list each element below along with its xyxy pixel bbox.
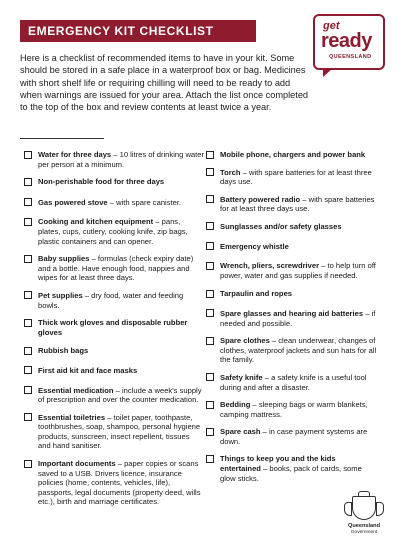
shield-icon (352, 496, 376, 520)
checkbox[interactable] (206, 401, 214, 409)
checklist-left-column (24, 150, 204, 507)
checklist-item[interactable]: Thick work gloves and disposable rubber gloves (24, 318, 204, 337)
logo-get-text: get (323, 20, 340, 32)
page-title: EMERGENCY KIT CHECKLIST (20, 20, 256, 42)
checklist-item[interactable]: Spare clothes – clean underwear, changes of clothes, waterproof jackets and sun hats for all the family. (206, 336, 378, 365)
checkbox[interactable] (206, 337, 214, 345)
checklist-item[interactable]: Essential toiletries – toilet paper, toothpaste, toothbrushes, soap, shampoo, personal hygiene products, sunscreen, insect repellent, tissues and hand sanitiser. (24, 413, 204, 451)
logo-queensland-text: QUEENSLAND (329, 54, 372, 60)
checkbox[interactable] (206, 455, 214, 463)
checkbox[interactable] (24, 366, 32, 374)
checklist-item[interactable]: Essential medication – include a week's supply of prescription and over the counter medication. (24, 386, 204, 405)
checklist-item[interactable]: Baby supplies – formulas (check expiry date) and a bottle. Have enough food, nappies and wipes for at least three days. (24, 254, 204, 283)
checklist-right-column (206, 150, 378, 483)
divider (20, 138, 104, 139)
checkbox[interactable] (24, 460, 32, 468)
checklist-item[interactable]: Water for three days – 10 litres of drinking water per person at a minimum. (24, 150, 204, 169)
checklist-item[interactable]: Pet supplies – dry food, water and feeding bowls. (24, 291, 204, 310)
checklist-item[interactable]: Battery powered radio – with spare batteries for at least three days use. (206, 195, 378, 214)
checklist-item[interactable]: First aid kit and face masks (24, 366, 204, 376)
checklist-item[interactable]: Tarpaulin and ropes (206, 289, 378, 299)
checklist-item[interactable]: Sunglasses and/or safety glasses (206, 222, 378, 232)
checkbox[interactable] (206, 309, 214, 317)
checkbox[interactable] (24, 291, 32, 299)
checkbox[interactable] (24, 347, 32, 355)
checkbox[interactable] (206, 151, 214, 159)
checkbox[interactable] (206, 168, 214, 176)
checkbox[interactable] (206, 222, 214, 230)
checklist-item[interactable]: Wrench, pliers, screwdriver – to help turn off power, water and gas supplies if needed. (206, 261, 378, 280)
get-ready-queensland-logo (313, 14, 385, 70)
logo-ready-text: ready (321, 30, 372, 52)
checklist-item[interactable]: Cooking and kitchen equipment – pans, plates, cups, cutlery, cooking knife, zip bags, plastic containers and can opener. (24, 217, 204, 246)
checklist-item[interactable]: Spare cash – in case payment systems are down. (206, 427, 378, 446)
crest-supporter-left-icon (344, 502, 352, 516)
checkbox[interactable] (24, 413, 32, 421)
checklist-item[interactable]: Non-perishable food for three days (24, 177, 204, 187)
checklist-item[interactable]: Important documents – paper copies or scans saved to a USB. Drivers licence, insurance policies (home, contents, vehicles, life), passports, legal documents (property deed, wills etc.), birth and marriage certificates. (24, 459, 204, 507)
checklist-item[interactable]: Bedding – sleeping bags or warm blankets, camping mattress. (206, 400, 378, 419)
checkbox[interactable] (24, 218, 32, 226)
crest-supporter-right-icon (376, 502, 384, 516)
checkbox[interactable] (24, 319, 32, 327)
checklist-item[interactable]: Safety knife – a safety knife is a useful tool during and after a disaster. (206, 373, 378, 392)
checkbox[interactable] (206, 373, 214, 381)
checkbox[interactable] (24, 386, 32, 394)
checkbox[interactable] (24, 198, 32, 206)
checklist-item[interactable]: Spare glasses and hearing aid batteries – if needed and possible. (206, 309, 378, 328)
checkbox[interactable] (206, 262, 214, 270)
checkbox[interactable] (206, 428, 214, 436)
intro-paragraph: Here is a checklist of recommended items to have in your kit. Some should be stored in a safe place in a waterproof box or bag. Medicines with short shelf life or requiring chilling will need to be ready to add when warnings are issued for your area. Attach the list once completed to the top of the box and review contents at least twice a year. (20, 53, 309, 113)
checklist-item[interactable]: Mobile phone, chargers and power bank (206, 150, 378, 160)
checklist-item[interactable]: Gas powered stove – with spare canister. (24, 198, 204, 208)
checkbox[interactable] (24, 178, 32, 186)
checklist-item[interactable]: Things to keep you and the kids entertained – books, pack of cards, some glow sticks. (206, 454, 378, 483)
crest-name-text: Queensland (347, 523, 381, 529)
checklist-item[interactable]: Torch – with spare batteries for at least three days use. (206, 168, 378, 187)
checkbox[interactable] (206, 195, 214, 203)
queensland-government-crest (344, 494, 384, 540)
checkbox[interactable] (24, 255, 32, 263)
checkbox[interactable] (206, 290, 214, 298)
checklist-item[interactable]: Emergency whistle (206, 242, 378, 252)
crest-government-text: Government (350, 530, 378, 535)
checkbox[interactable] (206, 242, 214, 250)
checkbox[interactable] (24, 151, 32, 159)
checklist-item[interactable]: Rubbish bags (24, 346, 204, 356)
